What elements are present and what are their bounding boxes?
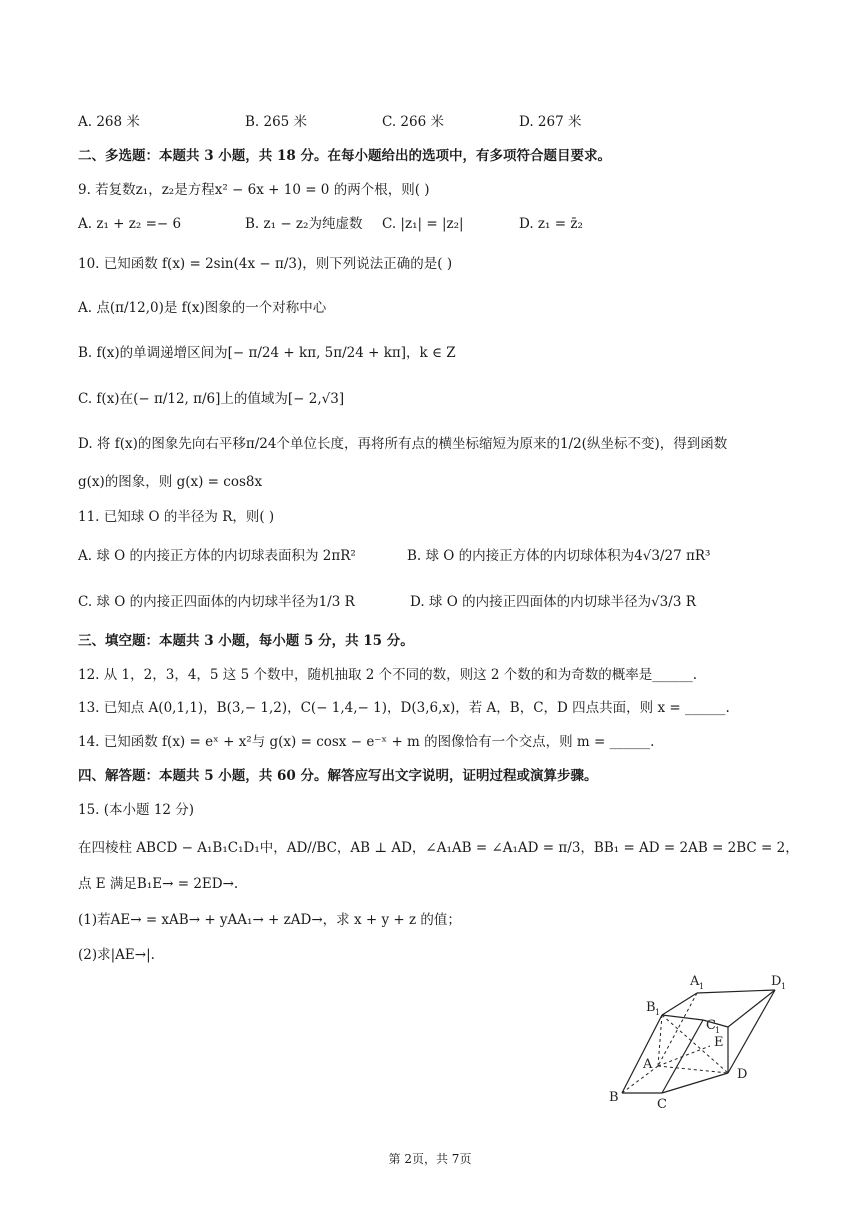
- q15-text-line2: 点 E 满足B₁E→ = 2ED→.: [78, 876, 239, 892]
- q11-stem: 11. 已知球 O 的半径为 R，则( ): [78, 509, 275, 525]
- q15-heading: 15. (本小题 12 分): [78, 802, 195, 818]
- q10-option-b: B. f(x)的单调递增区间为[− π/24 + kπ, 5π/24 + kπ]，k ∈ Z: [78, 345, 456, 361]
- q15-text-line1: 在四棱柱 ABCD − A₁B₁C₁D₁中，AD//BC，AB ⊥ AD，∠A₁AB = ∠A₁AD = π/3，BB₁ = AD = 2AB = 2BC = 2，: [78, 840, 799, 856]
- q10-option-d-line1: D. 将 f(x)的图象先向右平移π/24个单位长度，再将所有点的横坐标缩短为原来的1/2(纵坐标不变)，得到函数: [78, 436, 728, 452]
- section-4-heading: 四、解答题：本题共 5 小题，共 60 分。解答应写出文字说明，证明过程或演算步骤。: [78, 768, 598, 784]
- label-a1-sub: 1: [699, 982, 705, 991]
- q10-stem: 10. 已知函数 f(x) = 2sin(4x − π/3)，则下列说法正确的是( ): [78, 256, 453, 272]
- label-c1: C: [706, 1018, 716, 1033]
- q14: 14. 已知函数 f(x) = eˣ + x²与 g(x) = cosx − e⁻ˣ + m 的图像恰有一个交点，则 m = ______.: [78, 734, 655, 750]
- label-c1-sub: 1: [715, 1026, 721, 1035]
- q12: 12. 从 1，2，3，4，5 这 5 个数中，随机抽取 2 个不同的数，则这 2 个数的和为奇数的概率是______.: [78, 667, 698, 683]
- label-a: A: [643, 1057, 653, 1072]
- label-b: B: [609, 1090, 619, 1105]
- label-a1: A: [690, 974, 700, 989]
- q13: 13. 已知点 A(0,1,1)，B(3,− 1,2)，C(− 1,4,− 1)，D(3,6,x)，若 A，B，C，D 四点共面，则 x = ______.: [78, 700, 730, 716]
- page-footer: 第 2页，共 7页: [388, 1152, 472, 1166]
- label-e: E: [714, 1035, 724, 1050]
- q9-option-a: A. z₁ + z₂ =− 6: [78, 216, 182, 232]
- section-2-heading: 二、多选题：本题共 3 小题，共 18 分。在每小题给出的选项中，有多项符合题目要求。: [78, 148, 611, 164]
- label-d1: D: [771, 974, 782, 989]
- q9-option-b: B. z₁ − z₂为纯虚数: [245, 216, 363, 232]
- q9-option-d: D. z₁ = z̄₂: [519, 216, 583, 232]
- q8-option-b: B. 265 米: [245, 114, 308, 130]
- label-d: D: [737, 1067, 748, 1082]
- q8-option-c: C. 266 米: [382, 114, 444, 130]
- label-b1-sub: 1: [655, 1008, 661, 1017]
- label-c: C: [657, 1097, 667, 1112]
- q11-option-a: A. 球 O 的内接正方体的内切球表面积为 2πR²: [78, 548, 356, 564]
- q11-option-b: B. 球 O 的内接正方体的内切球体积为4√3/27 πR³: [407, 548, 711, 564]
- prism-figure: [600, 965, 810, 1115]
- q8-option-d: D. 267 米: [519, 114, 582, 130]
- q9-stem: 9. 若复数z₁，z₂是方程x² − 6x + 10 = 0 的两个根，则( ): [78, 182, 430, 198]
- q15-part2: (2)求|AE→|.: [78, 947, 155, 963]
- q10-option-d-line2: g(x)的图象，则 g(x) = cos8x: [78, 474, 263, 490]
- label-b1: B: [646, 1000, 656, 1015]
- q15-part1: (1)若AE→ = xAB→ + yAA₁→ + zAD→，求 x + y + z 的值；: [78, 912, 461, 928]
- section-3-heading: 三、填空题：本题共 3 小题，每小题 5 分，共 15 分。: [78, 633, 414, 649]
- q10-option-a: A. 点(π/12,0)是 f(x)图象的一个对称中心: [78, 300, 327, 316]
- q11-option-c: C. 球 O 的内接正四面体的内切球半径为1/3 R: [78, 594, 355, 610]
- label-d1-sub: 1: [781, 982, 787, 991]
- q8-option-a: A. 268 米: [78, 114, 140, 130]
- q11-option-d: D. 球 O 的内接正四面体的内切球半径为√3/3 R: [410, 594, 696, 610]
- q10-option-c: C. f(x)在(− π/12, π/6]上的值域为[− 2,√3]: [78, 391, 345, 407]
- q9-option-c: C. |z₁| = |z₂|: [382, 216, 464, 232]
